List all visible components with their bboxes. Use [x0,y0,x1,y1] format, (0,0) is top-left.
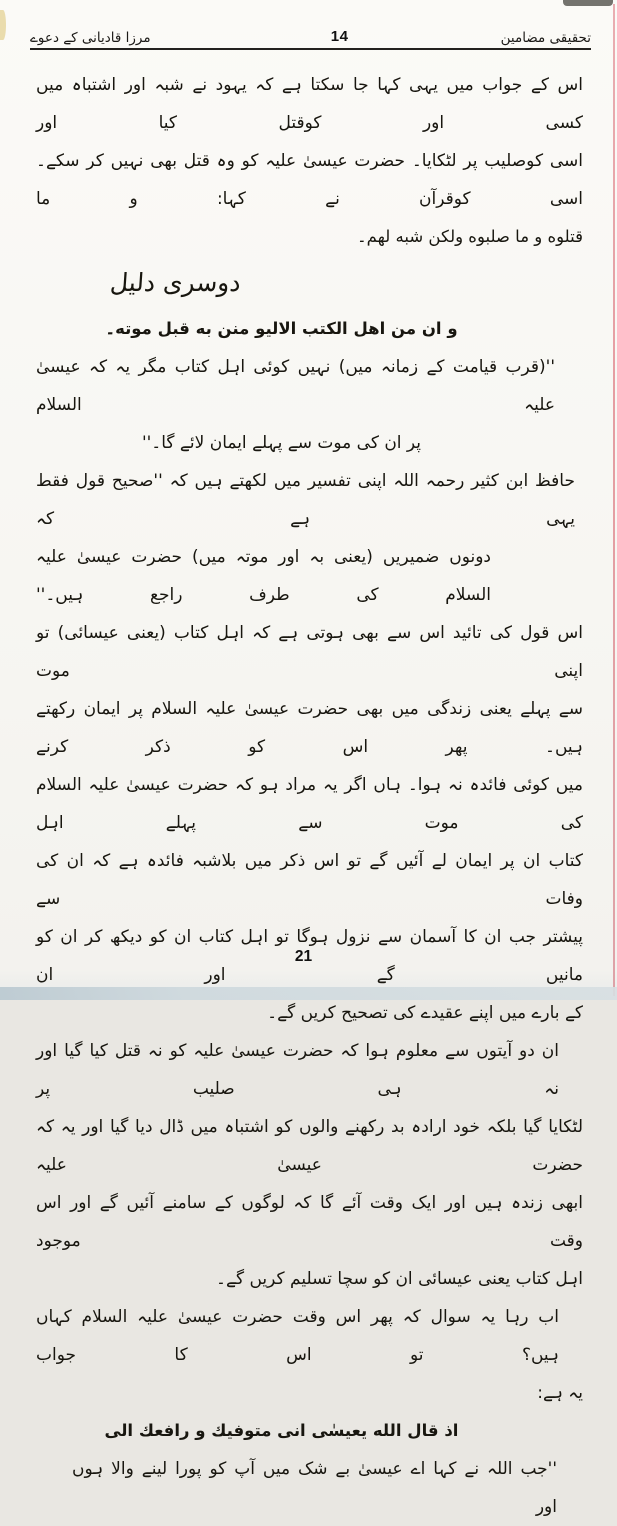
text-line: اب رہا یہ سوال کہ پھر اس وقت حضرت عیسیٰ علیہ السلام کہاں ہیں؟ تو اس کا جواب [36,1307,559,1365]
arabic-quote-line: قتلوه و ما صلبوه ولكن شبه لهم۔ [356,227,583,246]
footer-page-number: 21 [294,948,313,965]
section-heading-text: دوسری دلیل [109,268,242,297]
text-line: حافظ ابن کثیر رحمہ اللہ اپنی تفسیر میں لکھتے ہیں کہ ''صحیح قول فقط یہی ہے کہ [36,471,575,529]
text-line: کے بارے میں اپنے عقیدے کی تصحیح کریں گے۔ [267,1003,583,1023]
text-line: دونوں ضمیریں (یعنی بہ اور موتہ میں) حضرت عیسیٰ علیہ السلام کی طرف راجع ہیں۔'' [36,547,491,605]
text-line: اس قول کی تائید اس سے بھی ہوتی ہے کہ اہل کتاب (یعنی عیسائی) تو اپنی موت [36,623,583,681]
text-line: ابھی زندہ ہیں اور ایک وقت آئے گا کہ لوگوں کے سامنے آئیں گے اور اس وقت موجود [36,1193,583,1251]
text-line: میں کوئی فائدہ نہ ہوا۔ ہاں اگر یہ مراد ہو کہ حضرت عیسیٰ علیہ السلام کی موت سے پہلے اہل [36,775,583,833]
arabic-verse-bold: و ان من اهل الكتب الاليو منن به قبل موته۔ [105,319,458,338]
scan-edge-smudge [563,0,613,6]
page-body [36,66,583,1526]
text-line: اسی کوصلیب پر لٹکایا۔ حضرت عیسیٰ علیہ کو وہ قتل بھی نہیں کر سکے۔ اسی کوقرآن نے کہا: و ما [36,151,583,209]
header-left-title: مرزا قادیانی کے دعوے [30,30,151,46]
arabic-verse-bold: اذ قال الله يعيسٰى انى متوفيك و رافعك الى [104,1421,459,1440]
page-footer [0,946,607,966]
section-heading [36,256,583,310]
text-line: سے پہلے یعنی زندگی میں بھی حضرت عیسیٰ علیہ السلام پر ایمان رکھتے ہیں۔ پھر اس کو ذکر کرنے [36,699,583,757]
text-line: پیشتر جب ان کا آسمان سے نزول ہوگا تو اہل کتاب ان کو دیکھ کر ان کو مانیں گے اور ان [36,927,583,985]
translation-line: پر ان کی موت سے پہلے ایمان لائے گا۔'' [141,433,422,453]
text-line: ان دو آیتوں سے معلوم ہوا کہ حضرت عیسیٰ علیہ کو نہ قتل کیا گیا اور نہ ہی صلیب پر [36,1041,559,1099]
text-line: کتاب ان پر ایمان لے آئیں گے تو اس ذکر میں بلاشبہ فائدہ ہے کہ ان کی وفات سے [36,851,583,909]
scan-edge-yellow-spot [0,10,6,40]
text-line: یہ ہے: [537,1383,583,1403]
text-line: اہل کتاب یعنی عیسائی ان کو سچا تسلیم کریں گے۔ [216,1269,583,1289]
header-right-title: تحقیقی مضامین [500,30,591,46]
text-line: لٹکایا گیا بلکہ خود ارادہ بد رکھنے والوں کو اشتباہ میں ڈال دیا گیا اور یہ کہ حضرت عیسیٰ علیہ [36,1117,583,1175]
text-line: اس کے جواب میں یہی کہا جا سکتا ہے کہ یہود نے شبہ اور اشتباہ میں کسی اور کوقتل کیا اور [36,75,583,133]
translation-line: ''جب اللہ نے کہا اے عیسیٰ بے شک میں آپ کو پورا لینے والا ہوں اور [72,1459,557,1517]
page-header [30,28,591,50]
header-page-number: 14 [330,28,349,45]
scan-edge-pink-line [613,4,615,996]
translation-line: ''(قرب قیامت کے زمانہ میں) نہیں کوئی اہل کتاب مگر یہ کہ عیسیٰ علیہ السلام [36,357,555,415]
